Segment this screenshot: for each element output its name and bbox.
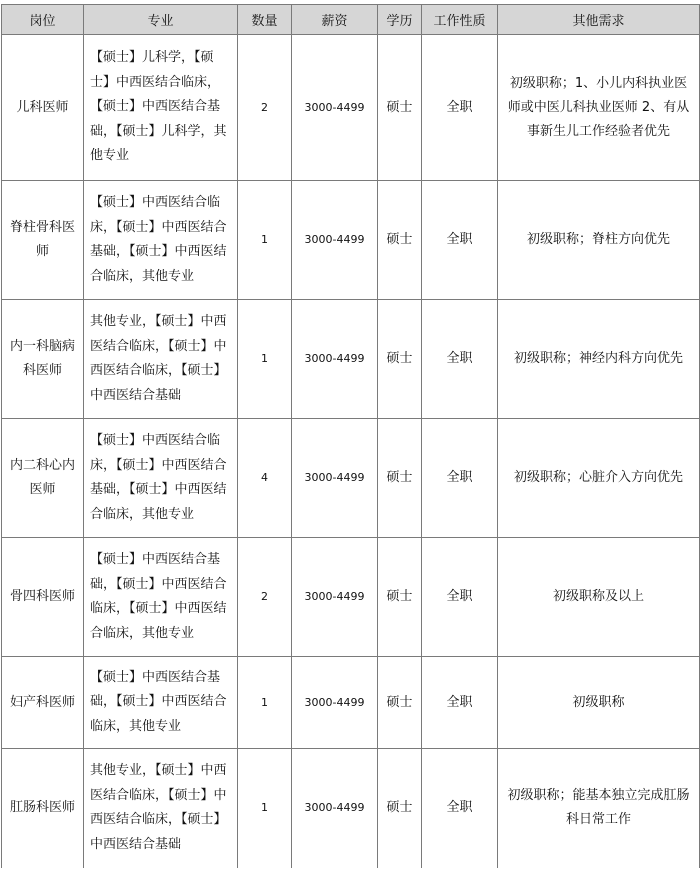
cell-requirements: 初级职称；能基本独立完成肛肠科日常工作: [498, 749, 700, 868]
table-row: [2, 749, 700, 868]
cell-salary: 3000-4499: [292, 749, 378, 868]
cell-job-type: 全职: [422, 300, 498, 419]
cell-major: 【硕士】中西医结合临床，【硕士】中西医结合基础，【硕士】中西医结合临床，其他专业: [84, 181, 238, 300]
cell-position: 妇产科医师: [2, 657, 84, 749]
cell-job-type: 全职: [422, 35, 498, 181]
cell-requirements: 初级职称；1、小儿内科执业医师或中医儿科执业医师 2、有从事新生儿工作经验者优先: [498, 35, 700, 181]
cell-major: 【硕士】中西医结合基础，【硕士】中西医结合临床，其他专业: [84, 657, 238, 749]
cell-job-type: 全职: [422, 538, 498, 657]
cell-salary: 3000-4499: [292, 181, 378, 300]
cell-requirements: 初级职称及以上: [498, 538, 700, 657]
header-row: [2, 5, 700, 35]
cell-major: 其他专业，【硕士】中西医结合临床，【硕士】中西医结合临床，【硕士】中西医结合基础: [84, 300, 238, 419]
cell-salary: 3000-4499: [292, 538, 378, 657]
table-row: [2, 181, 700, 300]
cell-major: 其他专业，【硕士】中西医结合临床，【硕士】中西医结合临床，【硕士】中西医结合基础: [84, 749, 238, 868]
cell-job-type: 全职: [422, 181, 498, 300]
cell-position: 内二科心内医师: [2, 419, 84, 538]
cell-major: 【硕士】中西医结合基础，【硕士】中西医结合临床，【硕士】中西医结合临床，其他专业: [84, 538, 238, 657]
cell-requirements: 初级职称: [498, 657, 700, 749]
header-position: 岗位: [2, 5, 84, 35]
header-salary: 薪资: [292, 5, 378, 35]
cell-position: 内一科脑病科医师: [2, 300, 84, 419]
header-requirements: 其他需求: [498, 5, 700, 35]
cell-salary: 3000-4499: [292, 657, 378, 749]
table-row: [2, 657, 700, 749]
cell-education: 硕士: [378, 300, 422, 419]
cell-count: 2: [238, 35, 292, 181]
cell-salary: 3000-4499: [292, 35, 378, 181]
cell-salary: 3000-4499: [292, 419, 378, 538]
cell-count: 4: [238, 419, 292, 538]
cell-position: 脊柱骨科医师: [2, 181, 84, 300]
cell-position: 儿科医师: [2, 35, 84, 181]
table-row: [2, 419, 700, 538]
header-education: 学历: [378, 5, 422, 35]
cell-education: 硕士: [378, 657, 422, 749]
cell-job-type: 全职: [422, 657, 498, 749]
table-row: [2, 538, 700, 657]
cell-education: 硕士: [378, 749, 422, 868]
cell-count: 1: [238, 181, 292, 300]
job-table: [1, 4, 700, 868]
header-major: 专业: [84, 5, 238, 35]
cell-requirements: 初级职称；心脏介入方向优先: [498, 419, 700, 538]
cell-major: 【硕士】中西医结合临床，【硕士】中西医结合基础，【硕士】中西医结合临床，其他专业: [84, 419, 238, 538]
cell-education: 硕士: [378, 538, 422, 657]
header-count: 数量: [238, 5, 292, 35]
cell-education: 硕士: [378, 35, 422, 181]
cell-count: 2: [238, 538, 292, 657]
cell-job-type: 全职: [422, 419, 498, 538]
cell-requirements: 初级职称；脊柱方向优先: [498, 181, 700, 300]
cell-requirements: 初级职称；神经内科方向优先: [498, 300, 700, 419]
cell-position: 骨四科医师: [2, 538, 84, 657]
cell-position: 肛肠科医师: [2, 749, 84, 868]
header-job-type: 工作性质: [422, 5, 498, 35]
cell-major: 【硕士】儿科学，【硕士】中西医结合临床，【硕士】中西医结合基础，【硕士】儿科学，其他专业: [84, 35, 238, 181]
cell-count: 1: [238, 300, 292, 419]
table-row: [2, 35, 700, 181]
table-row: [2, 300, 700, 419]
cell-education: 硕士: [378, 181, 422, 300]
cell-count: 1: [238, 749, 292, 868]
cell-salary: 3000-4499: [292, 300, 378, 419]
cell-education: 硕士: [378, 419, 422, 538]
cell-count: 1: [238, 657, 292, 749]
cell-job-type: 全职: [422, 749, 498, 868]
